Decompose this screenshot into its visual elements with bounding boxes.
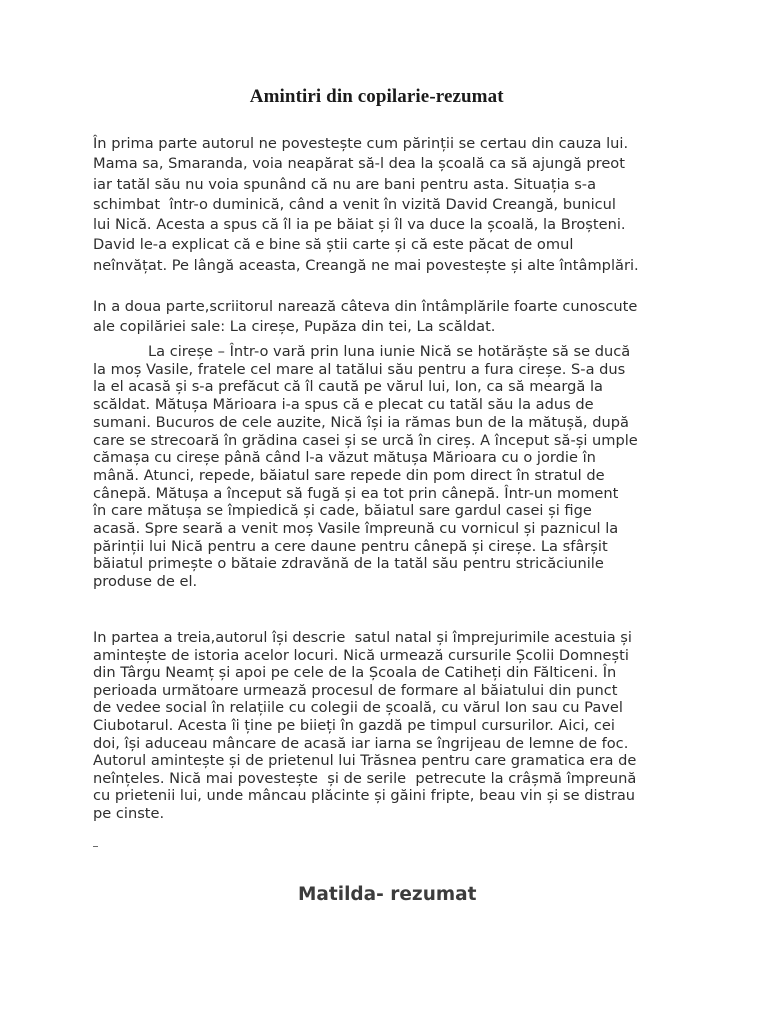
paragraph-line: sumani. Bucuros de cele auzite, Nică își ia rămas bun de la mătușă, după (93, 413, 629, 431)
paragraph-line: neînțeles. Nică mai povestește și de serile petrecute la crâșmă împreună (93, 769, 637, 787)
paragraph-line: de vedee social în relațiile cu colegii de școală, cu vărul Ion sau cu Pavel (93, 699, 623, 717)
paragraph-line: în care mătușa se împiedică și cade, băiatul sare gardul casei și fige (93, 502, 592, 520)
paragraph-line: cămașa cu cireșe până când l-a văzut mătușa Mărioara cu o jordie în (93, 449, 596, 467)
paragraph-line: Ciubotarul. Acesta îi ține pe biieți în gazdă pe timpul cursurilor. Aici, cei (93, 716, 615, 734)
paragraph-line: părinții lui Nică pentru a cere daune pentru cânepă și cireșe. La sfârșit (93, 537, 608, 555)
paragraph-second-part (93, 297, 693, 336)
document-title: Amintiri din copilarie-rezumat (246, 86, 504, 107)
paragraph-line: cu prietenii lui, unde mâncau plăcinte și găini fripte, beau vin și se distrau (93, 787, 636, 805)
paragraph-line: băiatul primește o bătaie zdravănă de la tatăl său pentru stricăciunile (93, 555, 604, 573)
paragraph-line: doi, își aduceau mâncare de acasă iar iarna se îngrijeau de lemne de foc. (93, 734, 629, 752)
paragraph-line: care se strecoară în grădina casei și se urcă în cireș. A început să-și umple (93, 431, 638, 449)
paragraph-line: scăldat. Mătușa Mărioara i-a spus că e plecat cu tatăl său la adus de (93, 396, 594, 414)
paragraph-third-part (93, 629, 693, 823)
paragraph-line: neînvățat. Pe lângă aceasta, Creangă ne mai povestește și alte întâmplări. (93, 256, 639, 274)
paragraph-line: Mama sa, Smaranda, voia neapărat să-l dea la școală ca să ajungă preot (93, 155, 625, 173)
paragraph-line: perioada următoare urmează procesul de formare al băiatului din punct (93, 681, 618, 699)
paragraph-la-cirese (93, 343, 693, 591)
paragraph-line: din Târgu Neamț și apoi pe cele de la Școala de Catiheți din Fălticeni. În (93, 664, 617, 682)
next-section-title: Matilda- rezumat (298, 884, 477, 905)
paragraph-line: la moș Vasile, fratele cel mare al tatălui său pentru a fura cireșe. S-a dus (93, 360, 626, 378)
paragraph-line: acasă. Spre seară a venit moș Vasile împreună cu vornicul și paznicul la (93, 520, 619, 538)
paragraph-line: Autorul amintește și de prietenul lui Trăsnea pentru care gramatica era de (93, 752, 637, 770)
paragraph-line: La cireșe – Într-o vară prin luna iunie Nică se hotărăște să se ducă (148, 343, 631, 360)
paragraph-line: cânepă. Mătușa a început să fugă și ea tot prin cânepă. Într-un moment (93, 484, 619, 502)
paragraph-line: In partea a treia,autorul își descrie satul natal și împrejurimile acestuia și (93, 629, 632, 646)
paragraph-line: În prima parte autorul ne povestește cum părinții se certau din cauza lui. (93, 135, 629, 152)
paragraph-line: produse de el. (93, 573, 198, 591)
paragraph-line: pe cinste. (93, 804, 165, 822)
paragraph-line: ale copilăriei sale: La cireșe, Pupăza din tei, La scăldat. (93, 317, 496, 335)
paragraph-line: schimbat într-o duminică, când a venit în vizită David Creangă, bunicul (93, 195, 616, 213)
paragraph-line: mână. Atunci, repede, băiatul sare repede din pom direct în stratul de (93, 466, 605, 484)
paragraph-line: David le-a explicat că e bine să știi carte și că este păcat de omul (93, 236, 574, 254)
underscore-mark (93, 846, 98, 847)
paragraph-line: amintește de istoria acelor locuri. Nică urmează cursurile Școlii Domnești (93, 646, 629, 664)
paragraph-intro (93, 134, 693, 276)
paragraph-line: In a doua parte,scriitorul narează câteva din întâmplările foarte cunoscute (93, 298, 638, 315)
paragraph-line: la el acasă și s-a prefăcut că îl caută pe vărul lui, Ion, ca să meargă la (93, 378, 603, 396)
paragraph-line: lui Nică. Acesta a spus că îl ia pe băiat și îl va duce la școală, la Broșteni. (93, 216, 626, 234)
paragraph-line: iar tatăl său nu voia spunând că nu are bani pentru asta. Situația s-a (93, 175, 597, 193)
